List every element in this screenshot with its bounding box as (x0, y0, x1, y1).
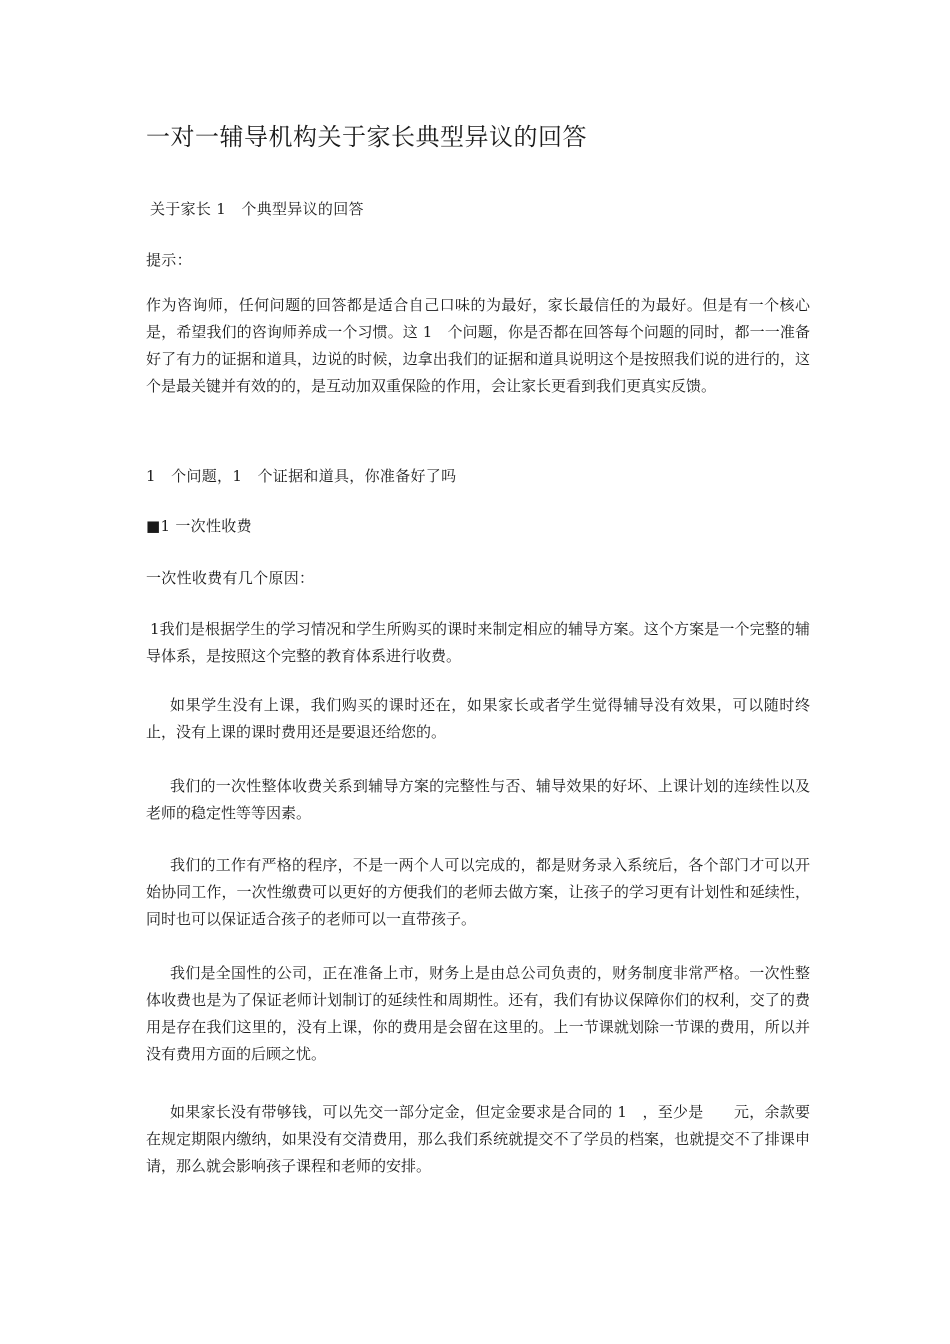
reason-paragraph-5: 我们是全国性的公司，正在准备上市，财务上是由总公司负责的，财务制度非常严格。一次性整体收费也是为了保证老师计划制订的延续性和周期性。还有，我们有协议保障你们的权利，交了的费用是存在我们这里的，没有上课，你的费用是会留在这里的。上一节课就划除一节课的费用，所以并没有费用方面的后顾之忧。 (146, 964, 810, 1063)
subtitle: 关于家长 1 个典型异议的回答 (150, 200, 364, 218)
reason-paragraph-4: 我们的工作有严格的程序，不是一两个人可以完成的，都是财务录入系统后，各个部门才可以开始协同工作，一次性缴费可以更好的方便我们的老师去做方案，让孩子的学习更有计划性和延续性，同时也可以保证适合孩子的老师可以一直带孩子。 (146, 856, 810, 928)
reason-paragraph-6: 如果家长没有带够钱，可以先交一部分定金，但定金要求是合同的 1 ，至少是 元，余款要在规定期限内缴纳，如果没有交清费用，那么我们系统就提交不了学员的档案，也就提交不了排课申请，那么就会影响孩子课程和老师的安排。 (146, 1103, 810, 1175)
reasons-intro: 一次性收费有几个原因： (146, 569, 315, 587)
question-line: 1 个问题，1 个证据和道具，你准备好了吗 (146, 467, 457, 485)
reason-paragraph-1: 1我们是根据学生的学习情况和学生所购买的课时来制定相应的辅导方案。这个方案是一个完整的辅导体系，是按照这个完整的教育体系进行收费。 (146, 620, 810, 665)
section-heading: ■1 一次性收费 (146, 517, 252, 535)
reason-paragraph-2: 如果学生没有上课，我们购买的课时还在，如果家长或者学生觉得辅导没有效果，可以随时终止，没有上课的课时费用还是要退还给您的。 (146, 696, 810, 741)
hint-label: 提示： (146, 251, 192, 269)
reason-paragraph-3: 我们的一次性整体收费关系到辅导方案的完整性与否、辅导效果的好坏、上课计划的连续性以及老师的稳定性等等因素。 (146, 777, 810, 822)
document-title: 一对一辅导机构关于家长典型异议的回答 (146, 123, 587, 151)
intro-paragraph: 作为咨询师，任何问题的回答都是适合自己口味的为最好，家长最信任的为最好。但是有一个核心是，希望我们的咨询师养成一个习惯。这 1 个问题，你是否都在回答每个问题的同时，都一一准备好了有力的证据和道具，边说的时候，边拿出我们的证据和道具说明这个是按照我们说的进行的，这个是最关键并有效的的，是互动加双重保险的作用，会让家长更看到我们更真实反馈。 (146, 296, 810, 395)
